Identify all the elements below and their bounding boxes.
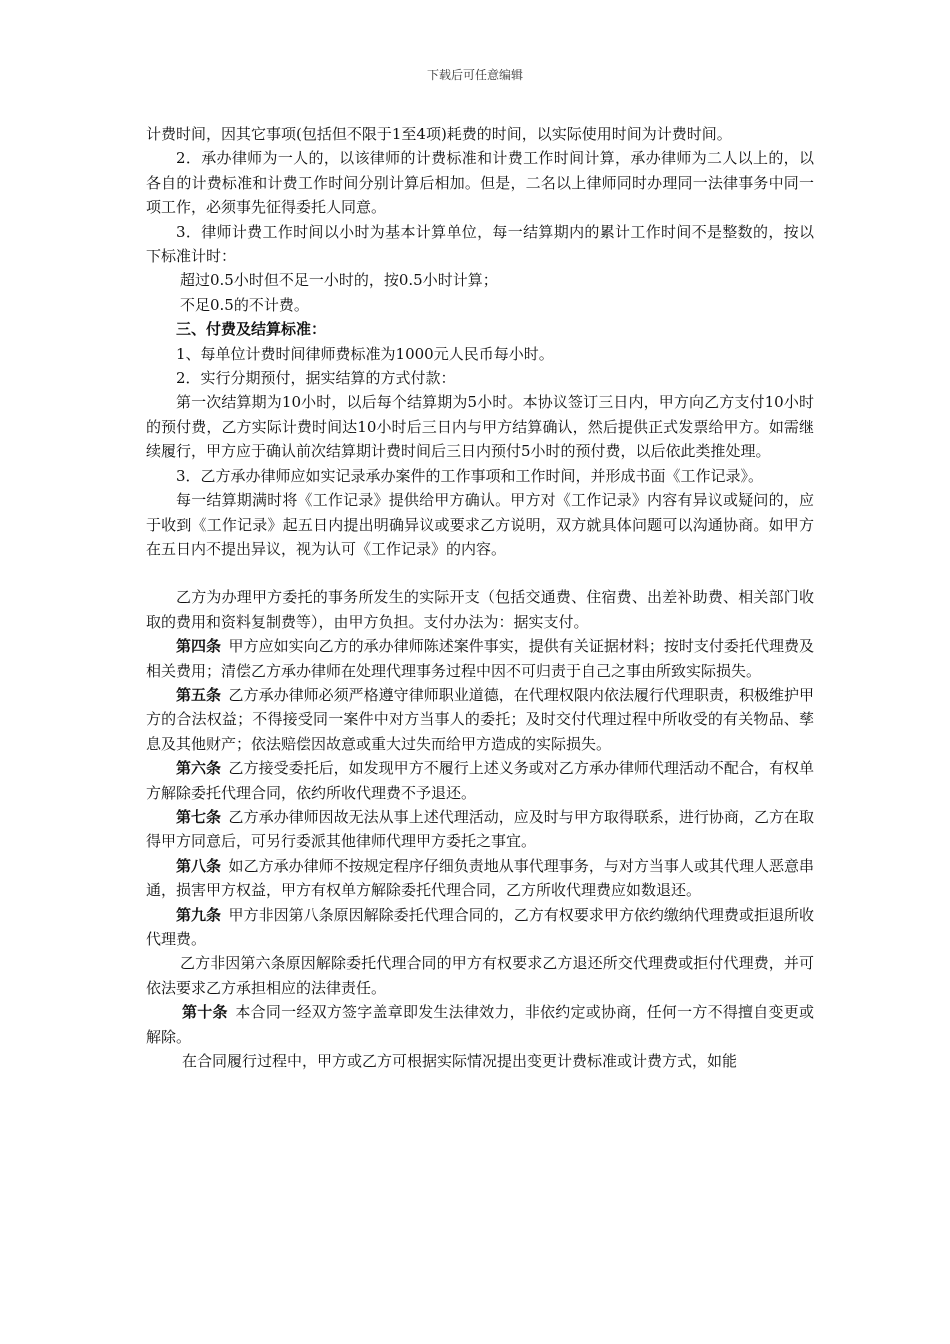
- article-text: 甲方应如实向乙方的承办律师陈述案件事实，提供有关证据材料；按时支付委托代理费及相关费用；清偿乙方承办律师在处理代理事务过程中因不可归责于自己之事由所致实际损失。: [146, 637, 814, 680]
- article-label: 第七条: [176, 807, 222, 826]
- page-header: 下载后可任意编辑: [426, 68, 523, 82]
- paragraph-item-2: 2．承办律师为一人的，以该律师的计费标准和计费工作时间计算，承办律师为二人以上的，以各自的计费标准和计费工作时间分别计算后相加。但是，二名以上律师同时办理同一法律事务中同一项工作，必须事先征得委托人同意。: [146, 149, 814, 217]
- article-8: [146, 854, 814, 903]
- paragraph-continuation: 计费时间，因其它事项(包括但不限于1至4项)耗费的时间，以实际使用时间为计费时间。: [146, 125, 732, 143]
- article-label: 第四条: [176, 637, 222, 656]
- article-text: 甲方非因第八条原因解除委托代理合同的，乙方有权要求甲方依约缴纳代理费或拒退所收代理费。: [146, 905, 814, 948]
- article-text: 乙方接受委托后，如发现甲方不履行上述义务或对乙方承办律师代理活动不配合，有权单方解除委托代理合同，依约所收代理费不予退还。: [146, 759, 814, 802]
- article-label: 第八条: [176, 856, 222, 875]
- paragraph-change-terms: 在合同履行过程中，甲方或乙方可根据实际情况提出变更计费标准或计费方式，如能: [182, 1052, 738, 1071]
- paragraph-installment: 2．实行分期预付，据实结算的方式付款：: [176, 369, 456, 388]
- document-body: [146, 122, 814, 1073]
- paragraph-confirmation: 每一结算期满时将《工作记录》提供给甲方确认。甲方对《工作记录》内容有异议或疑问的，应于收到《工作记录》起五日内提出明确异议或要求乙方说明，双方就具体问题可以沟通协商。如甲方在五日内不提出异议，视为认可《工作记录》的内容。: [146, 491, 814, 558]
- article-6: [146, 756, 814, 805]
- paragraph-fee-standard: 1、每单位计费时间律师费标准为1000元人民币每小时。: [176, 344, 554, 363]
- article-text: 本合同一经双方签字盖章即发生法律效力，非依约定或协商，任何一方不得擅自变更或解除。: [146, 1003, 814, 1046]
- article-label: 第十条: [182, 1003, 228, 1022]
- paragraph-item-3: 3．律师计费工作时间以小时为基本计算单位，每一结算期内的累计工作时间不是整数的，按以下标准计时：: [146, 222, 814, 266]
- blank-line: [146, 561, 814, 585]
- article-4: [146, 634, 814, 683]
- article-10: [146, 1000, 814, 1049]
- article-9: [146, 903, 814, 952]
- paragraph-rule-over-half: 超过0.5小时但不足一小时的，按0.5小时计算；: [180, 271, 498, 290]
- paragraph-work-record: 3．乙方承办律师应如实记录承办案件的工作事项和工作时间，并形成书面《工作记录》。: [176, 466, 764, 485]
- section-heading-payment: 三、付费及结算标准：: [176, 320, 327, 339]
- article-text: 乙方承办律师因故无法从事上述代理活动，应及时与甲方取得联系，进行协商，乙方在取得甲方同意后，可另行委派其他律师代理甲方委托之事宜。: [146, 807, 814, 851]
- paragraph-rule-under-half: 不足0.5的不计费。: [180, 295, 309, 314]
- paragraph-party-b-termination: 乙方非因第六条原因解除委托代理合同的甲方有权要求乙方退还所交代理费或拒付代理费，并可依法要求乙方承担相应的法律责任。: [146, 954, 814, 997]
- article-5: [146, 683, 814, 756]
- article-text: 如乙方承办律师不按规定程序仔细负责地从事代理事务，与对方当事人或其代理人恶意串通，损害甲方权益，甲方有权单方解除委托代理合同，乙方所收代理费应如数退还。: [146, 856, 814, 900]
- paragraph-settlement-period: 第一次结算期为10小时，以后每个结算期为5小时。本协议签订三日内，甲方向乙方支付10小时的预付费，乙方实际计费时间达10小时后三日内与甲方结算确认，然后提供正式发票给甲方。如需继续履行，甲方应于确认前次结算期计费时间后三日内预付5小时的预付费，以后依此类推处理。: [146, 393, 814, 461]
- article-label: 第五条: [176, 685, 222, 704]
- paragraph-expenses: 乙方为办理甲方委托的事务所发生的实际开支（包括交通费、住宿费、出差补助费、相关部门收取的费用和资料复制费等），由甲方负担。支付办法为：据实支付。: [146, 588, 814, 631]
- article-label: 第六条: [176, 759, 222, 778]
- article-7: [146, 805, 814, 854]
- article-label: 第九条: [176, 905, 222, 924]
- article-text: 乙方承办律师必须严格遵守律师职业道德，在代理权限内依法履行代理职责，积极维护甲方的合法权益；不得接受同一案件中对方当事人的委托；及时交付代理过程中所收受的有关物品、孳息及其他财产；依法赔偿因故意或重大过失而给甲方造成的实际损失。: [146, 685, 814, 753]
